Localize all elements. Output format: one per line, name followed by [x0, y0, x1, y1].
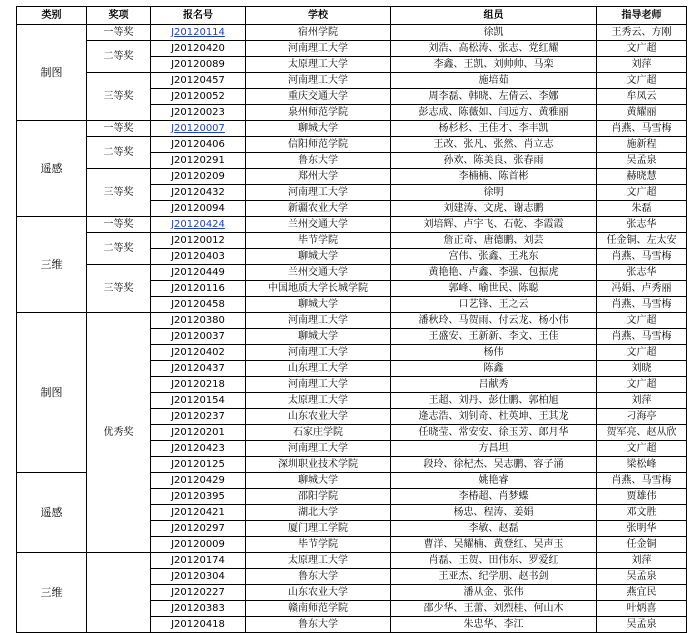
reg-no-cell: J20120449 [151, 265, 246, 281]
reg-no-cell: J20120037 [151, 329, 246, 345]
school-cell: 聊城大学 [246, 297, 391, 313]
reg-no-cell: J20120304 [151, 569, 246, 585]
teacher-cell: 文广超 [597, 377, 687, 393]
school-cell: 河南理工大学 [246, 345, 391, 361]
table-row [17, 25, 687, 41]
teacher-cell: 肖燕、马雪梅 [597, 329, 687, 345]
teacher-cell: 王秀云、方刚 [597, 25, 687, 41]
teacher-cell: 刘萍 [597, 393, 687, 409]
school-cell: 兰州交通大学 [246, 265, 391, 281]
award-cell: 一等奖 [87, 217, 151, 233]
teacher-cell: 张志华 [597, 217, 687, 233]
reg-no-cell: J20120089 [151, 57, 246, 73]
members-cell: 孙欢、陈美良、张春雨 [391, 153, 597, 169]
teacher-cell: 文广超 [597, 313, 687, 329]
reg-no-cell: J20120437 [151, 361, 246, 377]
school-cell: 泉州师范学院 [246, 105, 391, 121]
school-cell: 聊城大学 [246, 249, 391, 265]
members-cell: 彭志成、陈薇如、闫远方、黄雅丽 [391, 105, 597, 121]
school-cell: 聊城大学 [246, 473, 391, 489]
teacher-cell: 肖燕、马雪梅 [597, 473, 687, 489]
members-cell: 朱忠华、李江 [391, 617, 597, 633]
members-cell: 郭峰、喻世民、陈聪 [391, 281, 597, 297]
members-cell: 王盛安、王新新、李文、王佳 [391, 329, 597, 345]
members-cell: 周李磊、韩晓、左倩云、李娜 [391, 89, 597, 105]
school-cell: 山东农业大学 [246, 409, 391, 425]
school-cell: 山东农业大学 [246, 585, 391, 601]
reg-no-cell: J20120395 [151, 489, 246, 505]
school-cell: 邵阳学院 [246, 489, 391, 505]
members-cell: 王超、刘丹、彭仕鹏、郭柏旭 [391, 393, 597, 409]
category-cell: 遥感 [17, 473, 87, 553]
award-cell-empty [87, 553, 151, 633]
reg-no-link[interactable]: J20120114 [151, 25, 246, 41]
teacher-cell: 肖燕、马雪梅 [597, 121, 687, 137]
teacher-cell: 燕宜民 [597, 585, 687, 601]
teacher-cell: 刘萍 [597, 553, 687, 569]
award-cell: 二等奖 [87, 41, 151, 73]
teacher-cell: 文广超 [597, 41, 687, 57]
category-cell: 三维 [17, 217, 87, 313]
table-row [17, 137, 687, 153]
reg-no-cell: J20120094 [151, 201, 246, 217]
reg-no-cell: J20120009 [151, 537, 246, 553]
reg-no-cell: J20120423 [151, 441, 246, 457]
teacher-cell: 叶炳喜 [597, 601, 687, 617]
reg-no-cell: J20120209 [151, 169, 246, 185]
teacher-cell: 刘萍 [597, 57, 687, 73]
school-cell: 信阳师范学院 [246, 137, 391, 153]
members-cell: 逄志浩、刘钊奇、杜英坤、王其龙 [391, 409, 597, 425]
category-cell: 制图 [17, 313, 87, 473]
members-cell: 吕献秀 [391, 377, 597, 393]
school-cell: 鲁东大学 [246, 569, 391, 585]
school-cell: 河南理工大学 [246, 73, 391, 89]
header-members: 组员 [391, 7, 597, 25]
table-row [17, 265, 687, 281]
award-cell: 三等奖 [87, 73, 151, 121]
school-cell: 石家庄学院 [246, 425, 391, 441]
table-row [17, 233, 687, 249]
teacher-cell: 吴孟泉 [597, 617, 687, 633]
members-cell: 王改、张凡、张然、肖立志 [391, 137, 597, 153]
award-cell: 三等奖 [87, 169, 151, 217]
reg-no-cell: J20120116 [151, 281, 246, 297]
table-row [17, 169, 687, 185]
header-school: 学校 [246, 7, 391, 25]
members-cell: 杨杉杉、王佳才、李丰凯 [391, 121, 597, 137]
teacher-cell: 任金铜、左太安 [597, 233, 687, 249]
members-cell: 李楠楠、陈首彬 [391, 169, 597, 185]
reg-no-cell: J20120052 [151, 89, 246, 105]
teacher-cell: 黄耀丽 [597, 105, 687, 121]
reg-no-cell: J20120174 [151, 553, 246, 569]
header-category: 类别 [17, 7, 87, 25]
school-cell: 宿州学院 [246, 25, 391, 41]
school-cell: 河南理工大学 [246, 41, 391, 57]
teacher-cell: 文广超 [597, 185, 687, 201]
teacher-cell: 邓文胜 [597, 505, 687, 521]
school-cell: 毕节学院 [246, 537, 391, 553]
header-teacher: 指导老师 [597, 7, 687, 25]
members-cell: 詹正奇、唐德鹏、刘芸 [391, 233, 597, 249]
members-cell: 潘从金、张伟 [391, 585, 597, 601]
table-row [17, 41, 687, 57]
reg-no-cell: J20120201 [151, 425, 246, 441]
award-cell: 三等奖 [87, 265, 151, 313]
school-cell: 河南理工大学 [246, 441, 391, 457]
reg-no-cell: J20120403 [151, 249, 246, 265]
members-cell: 任晓莹、常安安、徐玉芳、郎月华 [391, 425, 597, 441]
members-cell: 杨伟 [391, 345, 597, 361]
reg-no-cell: J20120421 [151, 505, 246, 521]
reg-no-cell: J20120380 [151, 313, 246, 329]
teacher-cell: 梁松峰 [597, 457, 687, 473]
school-cell: 山东理工大学 [246, 361, 391, 377]
members-cell: 潘秋玲、马贺雨、付云龙、杨小伟 [391, 313, 597, 329]
school-cell: 太原理工大学 [246, 57, 391, 73]
reg-no-cell: J20120297 [151, 521, 246, 537]
teacher-cell: 赫晓慧 [597, 169, 687, 185]
school-cell: 中国地质大学长城学院 [246, 281, 391, 297]
members-cell: 刘浩、高松涛、张志、党红耀 [391, 41, 597, 57]
members-cell: 施培茹 [391, 73, 597, 89]
members-cell: 刘培辉、卢宇飞、石乾、李霞霞 [391, 217, 597, 233]
school-cell: 河南理工大学 [246, 377, 391, 393]
category-cell: 三维 [17, 553, 87, 633]
members-cell: 肖磊、王贺、田伟东、罗爱红 [391, 553, 597, 569]
table-row [17, 217, 687, 233]
members-cell: 刘建涛、文虎、谢志鹏 [391, 201, 597, 217]
header-row [17, 7, 687, 25]
teacher-cell: 张明华 [597, 521, 687, 537]
reg-no-cell: J20120218 [151, 377, 246, 393]
teacher-cell: 文广超 [597, 345, 687, 361]
reg-no-cell: J20120457 [151, 73, 246, 89]
school-cell: 湖北大学 [246, 505, 391, 521]
school-cell: 赣南师范学院 [246, 601, 391, 617]
reg-no-cell: J20120402 [151, 345, 246, 361]
members-cell: 徐凯 [391, 25, 597, 41]
school-cell: 深圳职业技术学院 [246, 457, 391, 473]
teacher-cell: 肖燕、马雪梅 [597, 249, 687, 265]
reg-no-cell: J20120125 [151, 457, 246, 473]
reg-no-cell: J20120458 [151, 297, 246, 313]
members-cell: 方昌坦 [391, 441, 597, 457]
reg-no-cell: J20120227 [151, 585, 246, 601]
teacher-cell: 肖燕、马雪梅 [597, 297, 687, 313]
members-cell: 宫伟、张鑫、王兆东 [391, 249, 597, 265]
reg-no-cell: J20120012 [151, 233, 246, 249]
reg-no-cell: J20120432 [151, 185, 246, 201]
members-cell: 杨忠、程涛、姜娟 [391, 505, 597, 521]
school-cell: 郑州大学 [246, 169, 391, 185]
teacher-cell: 施新程 [597, 137, 687, 153]
reg-no-cell: J20120429 [151, 473, 246, 489]
teacher-cell: 文广超 [597, 73, 687, 89]
members-cell: 王亚杰、纪学朋、赵书剑 [391, 569, 597, 585]
teacher-cell: 张志华 [597, 265, 687, 281]
members-cell: 段玲、徐杞杰、吴志鹏、容子涌 [391, 457, 597, 473]
members-cell: 徐明 [391, 185, 597, 201]
school-cell: 新疆农业大学 [246, 201, 391, 217]
table-row [17, 73, 687, 89]
members-cell: 口艺锋、王之云 [391, 297, 597, 313]
members-cell: 姚艳睿 [391, 473, 597, 489]
reg-no-cell: J20120237 [151, 409, 246, 425]
teacher-cell: 贾雄伟 [597, 489, 687, 505]
teacher-cell: 贺军亮、赵从欣 [597, 425, 687, 441]
reg-no-cell: J20120383 [151, 601, 246, 617]
teacher-cell: 冯娟、卢秀丽 [597, 281, 687, 297]
school-cell: 厦门理工学院 [246, 521, 391, 537]
school-cell: 太原理工大学 [246, 553, 391, 569]
reg-no-link[interactable]: J20120007 [151, 121, 246, 137]
category-cell: 制图 [17, 25, 87, 121]
table-row [17, 313, 687, 329]
members-cell: 李敏、赵磊 [391, 521, 597, 537]
teacher-cell: 吴孟泉 [597, 569, 687, 585]
school-cell: 河南理工大学 [246, 185, 391, 201]
award-cell: 二等奖 [87, 137, 151, 169]
members-cell: 黄艳艳、卢鑫、李强、包振虎 [391, 265, 597, 281]
header-reg-no: 报名号 [151, 7, 246, 25]
award-cell: 一等奖 [87, 25, 151, 41]
school-cell: 鲁东大学 [246, 617, 391, 633]
category-cell: 遥感 [17, 121, 87, 217]
teacher-cell: 刁海亭 [597, 409, 687, 425]
reg-no-cell: J20120420 [151, 41, 246, 57]
table-row [17, 553, 687, 569]
award-cell: 二等奖 [87, 233, 151, 265]
members-cell: 邵少华、王蕾、刘烈桂、何山木 [391, 601, 597, 617]
teacher-cell: 刘晓 [597, 361, 687, 377]
school-cell: 重庆交通大学 [246, 89, 391, 105]
school-cell: 兰州交通大学 [246, 217, 391, 233]
award-cell: 优秀奖 [87, 313, 151, 553]
reg-no-link[interactable]: J20120424 [151, 217, 246, 233]
teacher-cell: 任金铜 [597, 537, 687, 553]
school-cell: 鲁东大学 [246, 153, 391, 169]
members-cell: 李椿超、肖梦蝶 [391, 489, 597, 505]
teacher-cell: 朱磊 [597, 201, 687, 217]
teacher-cell: 文广超 [597, 441, 687, 457]
reg-no-cell: J20120406 [151, 137, 246, 153]
school-cell: 毕节学院 [246, 233, 391, 249]
members-cell: 李鑫、王凯、刘帅帅、马栾 [391, 57, 597, 73]
teacher-cell: 牟凤云 [597, 89, 687, 105]
reg-no-cell: J20120154 [151, 393, 246, 409]
award-cell: 一等奖 [87, 121, 151, 137]
table-row [17, 121, 687, 137]
members-cell: 陈鑫 [391, 361, 597, 377]
header-award: 奖项 [87, 7, 151, 25]
teacher-cell: 吴孟泉 [597, 153, 687, 169]
members-cell: 曹洋、吴耀楠、黄登红、吴声玉 [391, 537, 597, 553]
school-cell: 聊城大学 [246, 121, 391, 137]
award-table [16, 6, 687, 633]
school-cell: 太原理工大学 [246, 393, 391, 409]
school-cell: 河南理工大学 [246, 313, 391, 329]
school-cell: 聊城大学 [246, 329, 391, 345]
reg-no-cell: J20120023 [151, 105, 246, 121]
reg-no-cell: J20120291 [151, 153, 246, 169]
reg-no-cell: J20120418 [151, 617, 246, 633]
